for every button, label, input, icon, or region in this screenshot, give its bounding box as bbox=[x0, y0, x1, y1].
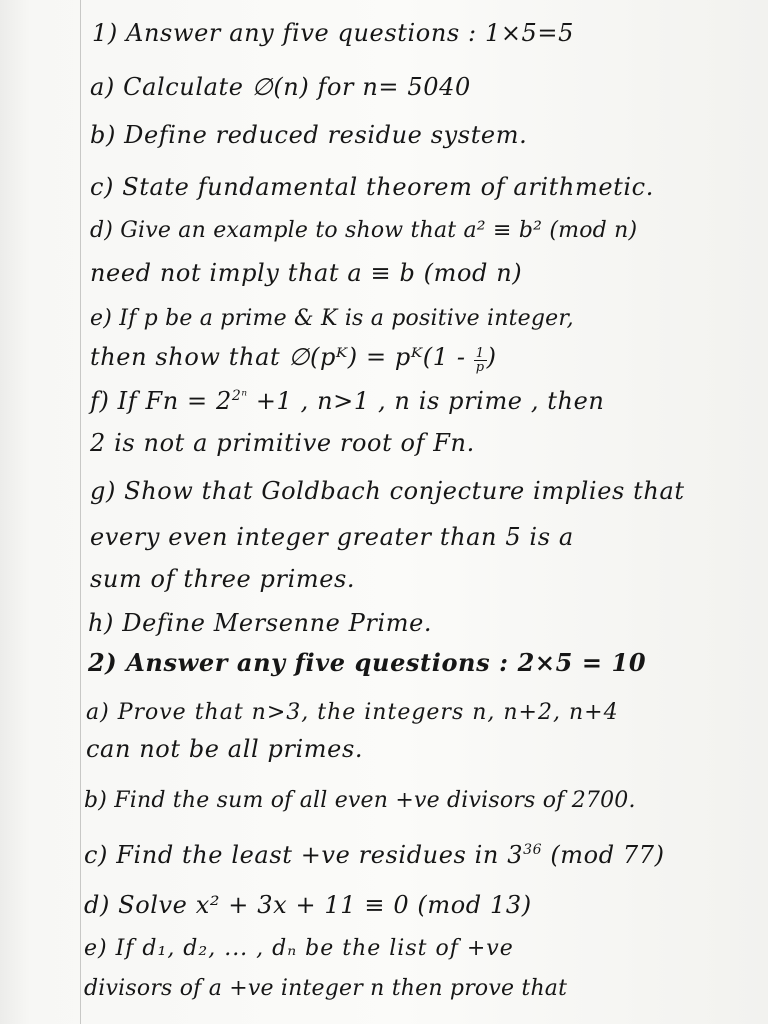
q2-item-a-line2: can not be all primes. bbox=[86, 735, 364, 763]
q1-item-h: h) Define Mersenne Prime. bbox=[88, 609, 433, 637]
q2-item-d: d) Solve x² + 3x + 11 ≡ 0 (mod 13) bbox=[84, 891, 532, 919]
q1-item-g-line3: sum of three primes. bbox=[90, 565, 356, 593]
q1-item-e-line2-close: ) bbox=[486, 343, 497, 371]
q1-item-e-line1: e) If p be a prime & K is a positive integer, bbox=[90, 306, 574, 331]
fermat-exponent: 2ⁿ bbox=[231, 388, 248, 404]
power-exponent: 36 bbox=[523, 842, 543, 858]
q1-item-b: b) Define reduced residue system. bbox=[90, 121, 528, 149]
page-margin-line bbox=[80, 0, 81, 1024]
q2-item-b: b) Find the sum of all even +ve divisors of 2700. bbox=[84, 788, 636, 813]
q1-item-g-line1: g) Show that Goldbach conjecture implies that bbox=[90, 477, 685, 505]
q2-item-e-line1: e) If d₁, d₂, ... , dₙ be the list of +ve bbox=[84, 936, 514, 961]
q1-item-f-line1-rest: +1 , n>1 , n is prime , then bbox=[247, 387, 605, 415]
q1-item-e-line2 bbox=[90, 342, 497, 374]
q1-item-f-line2: 2 is not a primitive root of Fn. bbox=[90, 429, 475, 457]
q2-item-a-line1: a) Prove that n>3, the integers n, n+2, n+4 bbox=[86, 700, 619, 725]
q1-item-d-line1: d) Give an example to show that a² ≡ b² (mod n) bbox=[90, 218, 638, 243]
q2-item-c-modulus: (mod 77) bbox=[542, 841, 665, 869]
q2-item-c-text: c) Find the least +ve residues in 3 bbox=[84, 841, 524, 869]
q1-item-a: a) Calculate ∅(n) for n= 5040 bbox=[90, 73, 471, 101]
q2-item-c bbox=[84, 840, 665, 870]
q2-heading: 2) Answer any five questions : 2×5 = 10 bbox=[88, 648, 647, 677]
q1-item-c: c) State fundamental theorem of arithmetic. bbox=[90, 173, 654, 201]
q1-item-f-line1 bbox=[90, 386, 604, 416]
fraction-one-over-p bbox=[474, 347, 487, 374]
q1-item-e-line2-text: then show that ∅(pᴷ) = pᴷ(1 - bbox=[90, 343, 474, 371]
q1-item-f-line1-text: f) If Fn = 2 bbox=[90, 387, 232, 415]
fraction-numerator: 1 bbox=[475, 346, 485, 361]
q1-item-d-line2: need not imply that a ≡ b (mod n) bbox=[90, 259, 523, 287]
q1-heading: 1) Answer any five questions : 1×5=5 bbox=[92, 19, 574, 47]
fraction-denominator: p bbox=[475, 360, 485, 375]
q2-item-e-line2: divisors of a +ve integer n then prove that bbox=[84, 976, 568, 1001]
q1-item-g-line2: every even integer greater than 5 is a bbox=[90, 523, 574, 551]
